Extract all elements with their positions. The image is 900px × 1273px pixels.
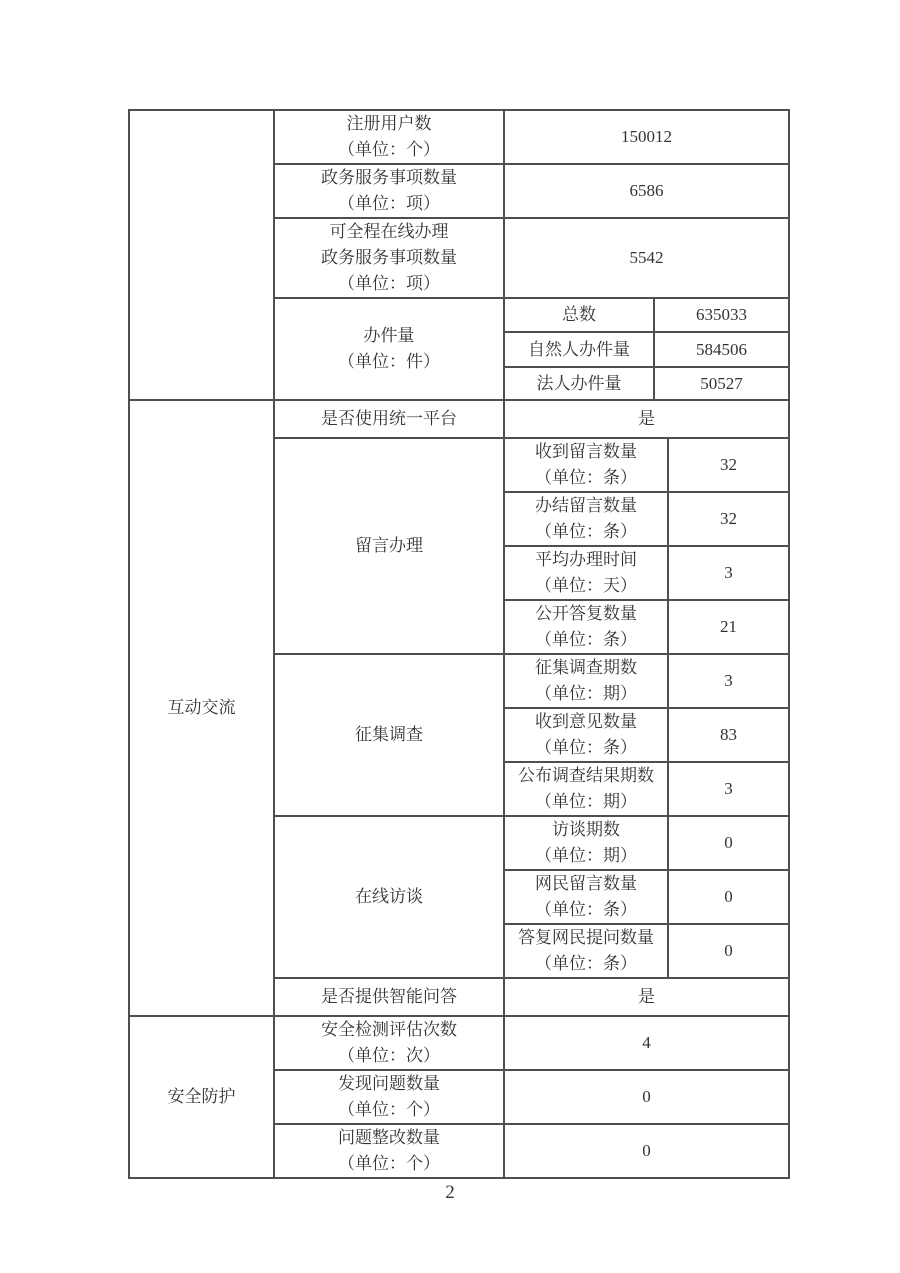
cases-natural-label: 自然人办件量: [504, 332, 654, 367]
messages-completed-label: 办结留言数量: [535, 496, 637, 515]
category-cell-blank: [129, 110, 274, 400]
messages-received-unit: （单位：条）: [535, 468, 637, 487]
opinions-received-value: 83: [668, 708, 789, 762]
messages-completed-value: 32: [668, 492, 789, 546]
public-replies-unit: （单位：条）: [535, 630, 637, 649]
cases-total-value: 635033: [654, 298, 789, 332]
problems-found-label: 发现问题数量: [338, 1074, 440, 1093]
security-assessments-value: 4: [504, 1016, 789, 1070]
questions-answered-label-cell: [504, 924, 668, 978]
results-published-unit: （单位：期）: [535, 792, 637, 811]
registered-users-label: 注册用户数: [346, 114, 432, 133]
public-replies-label-cell: [504, 600, 668, 654]
results-published-value: 3: [668, 762, 789, 816]
messages-received-value: 32: [668, 438, 789, 492]
problems-fixed-label-cell: [274, 1124, 504, 1178]
netizen-messages-label-cell: [504, 870, 668, 924]
table-row: [129, 110, 789, 164]
problems-found-value: 0: [504, 1070, 789, 1124]
service-items-label: 政务服务事项数量: [321, 168, 457, 187]
messages-received-label: 收到留言数量: [535, 442, 637, 461]
survey-periods-label: 征集调查期数: [535, 658, 637, 677]
page-number: 2: [445, 1182, 455, 1203]
problems-found-label-cell: [274, 1070, 504, 1124]
messages-completed-unit: （单位：条）: [535, 522, 637, 541]
table-row: [129, 1016, 789, 1070]
smart-qa-label: 是否提供智能问答: [274, 978, 504, 1016]
opinions-received-label: 收到意见数量: [535, 712, 637, 731]
netizen-messages-unit: （单位：条）: [535, 900, 637, 919]
cases-natural-value: 584506: [654, 332, 789, 367]
service-items-unit: （单位：项）: [338, 194, 440, 213]
survey-periods-value: 3: [668, 654, 789, 708]
problems-fixed-value: 0: [504, 1124, 789, 1178]
survey-label: 征集调查: [274, 654, 504, 816]
questions-answered-value: 0: [668, 924, 789, 978]
unified-platform-value: 是: [504, 400, 789, 438]
interview-periods-unit: （单位：期）: [535, 846, 637, 865]
cases-legal-label: 法人办件量: [504, 367, 654, 400]
public-replies-value: 21: [668, 600, 789, 654]
security-assessments-label: 安全检测评估次数: [321, 1020, 457, 1039]
cases-unit: （单位：件）: [338, 352, 440, 371]
table-row: [129, 400, 789, 438]
problems-fixed-unit: （单位：个）: [338, 1154, 440, 1173]
security-assessments-unit: （单位：次）: [338, 1046, 440, 1065]
interview-periods-label-cell: [504, 816, 668, 870]
survey-periods-unit: （单位：期）: [535, 684, 637, 703]
opinions-received-label-cell: [504, 708, 668, 762]
avg-handling-time-label: 平均办理时间: [535, 550, 637, 569]
online-service-items-label-line2: 政务服务事项数量: [321, 248, 457, 267]
messages-received-label-cell: [504, 438, 668, 492]
avg-handling-time-unit: （单位：天）: [535, 576, 637, 595]
service-items-label-cell: [274, 164, 504, 218]
registered-users-label-cell: [274, 110, 504, 164]
category-cell-security: 安全防护: [129, 1016, 274, 1178]
smart-qa-value: 是: [504, 978, 789, 1016]
online-service-items-label-line1: 可全程在线办理: [329, 222, 449, 241]
statistics-table: [128, 109, 790, 1179]
opinions-received-unit: （单位：条）: [535, 738, 637, 757]
category-cell-interaction: 互动交流: [129, 400, 274, 1016]
results-published-label: 公布调查结果期数: [518, 766, 654, 785]
problems-found-unit: （单位：个）: [338, 1100, 440, 1119]
security-assessments-label-cell: [274, 1016, 504, 1070]
registered-users-value: 150012: [504, 110, 789, 164]
questions-answered-label: 答复网民提问数量: [518, 928, 654, 947]
unified-platform-label: 是否使用统一平台: [274, 400, 504, 438]
survey-periods-label-cell: [504, 654, 668, 708]
results-published-label-cell: [504, 762, 668, 816]
netizen-messages-label: 网民留言数量: [535, 874, 637, 893]
message-handling-label: 留言办理: [274, 438, 504, 654]
interview-label: 在线访谈: [274, 816, 504, 978]
netizen-messages-value: 0: [668, 870, 789, 924]
online-service-items-value: 5542: [504, 218, 789, 298]
cases-label-cell: [274, 298, 504, 400]
cases-legal-value: 50527: [654, 367, 789, 400]
interview-periods-value: 0: [668, 816, 789, 870]
problems-fixed-label: 问题整改数量: [338, 1128, 440, 1147]
online-service-items-unit: （单位：项）: [338, 274, 440, 293]
cases-label: 办件量: [363, 326, 415, 345]
avg-handling-time-label-cell: [504, 546, 668, 600]
avg-handling-time-value: 3: [668, 546, 789, 600]
messages-completed-label-cell: [504, 492, 668, 546]
online-service-items-label-cell: [274, 218, 504, 298]
questions-answered-unit: （单位：条）: [535, 954, 637, 973]
cases-total-label: 总数: [504, 298, 654, 332]
public-replies-label: 公开答复数量: [535, 604, 637, 623]
service-items-value: 6586: [504, 164, 789, 218]
registered-users-unit: （单位：个）: [338, 140, 440, 159]
interview-periods-label: 访谈期数: [552, 820, 620, 839]
